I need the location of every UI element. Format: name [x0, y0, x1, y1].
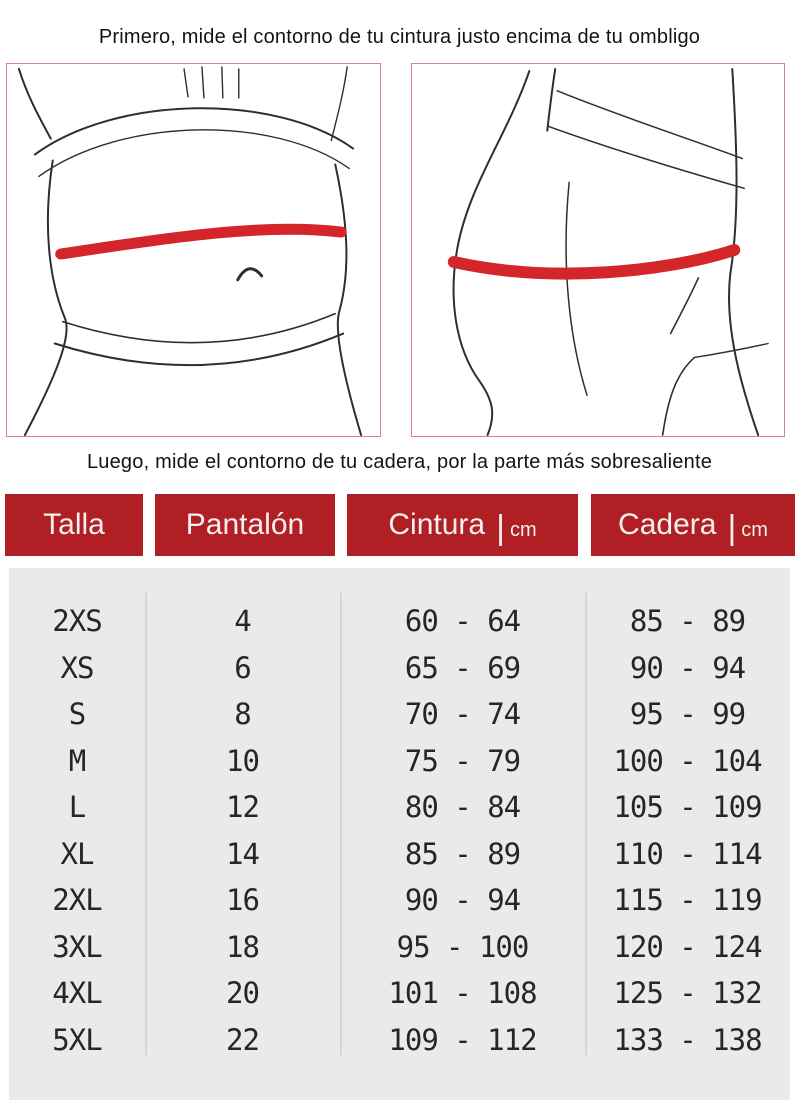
- size-cell: M: [68, 743, 86, 778]
- hip-range-cell: 95 - 99: [629, 697, 746, 732]
- waist-range-cell: 95 - 100: [396, 929, 529, 964]
- waist-range-cell: 75 - 79: [404, 743, 521, 778]
- waist-range-cell: 80 - 84: [404, 790, 521, 825]
- hip-band-line: [454, 250, 734, 274]
- header-label: Cintura: [388, 508, 486, 541]
- unit-label: cm: [509, 518, 537, 541]
- size-cell: 5XL: [52, 1022, 102, 1057]
- table-row: [9, 598, 790, 645]
- column-header-talla: [5, 494, 143, 556]
- unit-separator: |: [496, 508, 505, 547]
- waist-range-cell: 109 - 112: [388, 1022, 537, 1057]
- pant-size-cell: 6: [234, 650, 251, 685]
- unit-separator: |: [727, 508, 737, 547]
- table-row: [9, 924, 790, 971]
- unit-label: cm: [741, 518, 768, 541]
- size-cell: S: [68, 697, 86, 732]
- waist-range-cell: 85 - 89: [404, 836, 521, 871]
- size-cell: 3XL: [52, 929, 102, 964]
- waist-figure-illustration: [7, 64, 380, 436]
- table-row: [9, 831, 790, 878]
- hip-range-cell: 133 - 138: [613, 1022, 762, 1057]
- hip-range-cell: 110 - 114: [613, 836, 762, 871]
- header-label: Talla: [43, 508, 105, 541]
- table-row: [9, 1017, 790, 1064]
- header-label: Pantalón: [185, 508, 305, 541]
- pant-size-cell: 12: [226, 790, 259, 825]
- hip-range-cell: 125 - 132: [613, 976, 762, 1011]
- hip-range-cell: 100 - 104: [613, 743, 762, 778]
- hip-instruction-text: Luego, mide el contorno de tu cadera, por la parte más sobresaliente: [86, 451, 713, 473]
- table-row: [9, 784, 790, 831]
- table-row: [9, 970, 790, 1017]
- hip-range-cell: 120 - 124: [613, 929, 762, 964]
- size-cell: XL: [60, 836, 94, 871]
- column-header-cadera: [591, 494, 795, 556]
- pant-size-cell: 18: [226, 929, 259, 964]
- column-header-pantalon: [155, 494, 335, 556]
- hip-figure-illustration: [412, 64, 784, 436]
- waist-range-cell: 70 - 74: [404, 697, 521, 732]
- column-header-cintura: [347, 494, 578, 556]
- hip-range-cell: 115 - 119: [613, 883, 762, 918]
- waist-band-line: [61, 229, 341, 254]
- pant-size-cell: 16: [226, 883, 259, 918]
- hip-range-cell: 90 - 94: [629, 650, 746, 685]
- size-cell: L: [68, 790, 86, 825]
- size-table-rows: [9, 598, 790, 1063]
- size-table-body: [9, 568, 790, 1100]
- table-row: [9, 877, 790, 924]
- waist-figure-box: [6, 63, 381, 437]
- hip-range-cell: 85 - 89: [629, 604, 746, 639]
- pant-size-cell: 10: [226, 743, 259, 778]
- hip-figure-box: [411, 63, 785, 437]
- size-cell: 2XL: [52, 883, 102, 918]
- waist-range-cell: 65 - 69: [404, 650, 521, 685]
- size-cell: 2XS: [52, 604, 102, 639]
- pant-size-cell: 4: [234, 604, 251, 639]
- table-row: [9, 738, 790, 785]
- waist-range-cell: 60 - 64: [404, 604, 521, 639]
- waist-instruction-text: Primero, mide el contorno de tu cintura justo encima de tu ombligo: [98, 26, 701, 48]
- table-row: [9, 691, 790, 738]
- size-cell: 4XL: [52, 976, 102, 1011]
- pant-size-cell: 22: [226, 1022, 259, 1057]
- pant-size-cell: 14: [226, 836, 259, 871]
- pant-size-cell: 8: [234, 697, 251, 732]
- hip-range-cell: 105 - 109: [613, 790, 762, 825]
- size-cell: XS: [60, 650, 94, 685]
- waist-range-cell: 101 - 108: [388, 976, 537, 1011]
- waist-range-cell: 90 - 94: [404, 883, 521, 918]
- header-label: Cadera: [618, 508, 717, 541]
- table-row: [9, 645, 790, 692]
- pant-size-cell: 20: [226, 976, 259, 1011]
